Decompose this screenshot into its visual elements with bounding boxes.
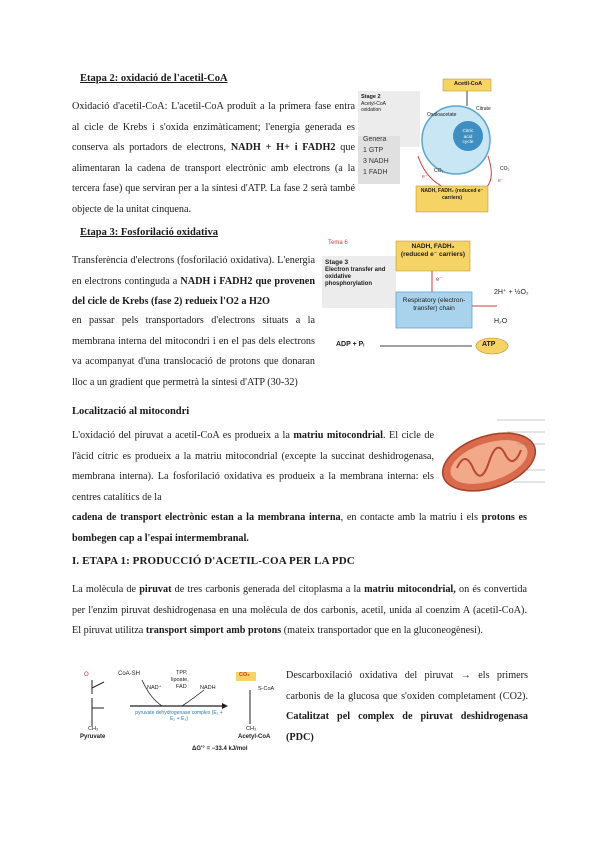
pdc-ch3-b: CH₃ bbox=[246, 726, 257, 732]
pdc-lipoate: lipoate, bbox=[171, 677, 189, 683]
s1-bold-3: transport simport amb protons bbox=[145, 625, 282, 636]
pdc-ch3-a: CH₃ bbox=[88, 726, 99, 732]
fig3-chain: Respiratory (electron-transfer) chain bbox=[402, 297, 466, 312]
reaction-arrowhead bbox=[222, 703, 228, 709]
localitzacio-paragraph-a bbox=[72, 426, 434, 508]
etapa2-bold: NADH + H+ i FADH2 bbox=[230, 142, 336, 153]
fig2-e-b: e⁻ bbox=[498, 178, 504, 184]
s1-bold-1: piruvat bbox=[139, 584, 172, 595]
fig3-adp: ADP + Pᵢ bbox=[336, 341, 365, 348]
pdc-co2: CO₂ bbox=[239, 672, 250, 678]
decarbox-text: Descarboxilació oxidativa del piruvat → els primers carbonis de la glucosa que s'oxiden completament (CO2). bbox=[286, 670, 528, 702]
fig2-citrate: Citrate bbox=[476, 106, 491, 112]
fig3-tema: Tema 6 bbox=[328, 240, 348, 246]
fig3-carriers: NADH, FADH₂ (reduced e⁻ carriers) bbox=[400, 243, 466, 258]
loc-text-1: L'oxidació del piruvat a acetil-CoA es produeix a la bbox=[72, 430, 294, 441]
pdc-pyruvate: Pyruvate bbox=[80, 734, 106, 740]
etapa3-bold: NADH i FADH2 que provenen del cicle de Krebs (fase 2) redueix l'O2 a H2O bbox=[72, 275, 315, 307]
pdc-scoa: S-CoA bbox=[258, 686, 275, 692]
etapa3-text-2: en passar pels transportadors d'electrons situats a la membrana interna del mitocondri i en el pas dels electrons va acompanyat d'una translocació de protons que donaran lloc a un gradient que permetrà la síntesi d'ATP (30-32) bbox=[72, 315, 315, 388]
etapa2-text-1: Oxidació d'acetil-CoA: L'acetil-CoA produït a la primera fase entra al cicle de Krebs i s'oxida enzimàticament; l'energia generada es conserva als portadors de electrons, bbox=[72, 101, 355, 153]
pdc-coa-sh: CoA-SH bbox=[118, 671, 141, 677]
etapa3-paragraph-b bbox=[72, 311, 315, 393]
section1-paragraph bbox=[72, 580, 527, 642]
fig2-fadh: 1 FADH bbox=[363, 169, 388, 176]
mitochondrion-figure bbox=[437, 410, 547, 506]
pdc-enzyme: pyruvate dehydrogenase complex (E₁ + E₂ + E₃) bbox=[135, 710, 223, 722]
fig2-stage-label: Stage 2 bbox=[361, 94, 381, 100]
loc-text-3: , en contacte amb la matriu i els bbox=[340, 512, 482, 523]
etapa2-paragraph bbox=[72, 97, 355, 220]
fig3-o2: 2H⁺ + ½O₂ bbox=[494, 289, 529, 296]
s1-text-1: La molècula de bbox=[72, 584, 140, 595]
section1-heading: I. ETAPA 1: PRODUCCIÓ D'ACETIL-COA PER LA PDC bbox=[72, 555, 355, 567]
pdc-dg: ΔG'° = −33.4 kJ/mol bbox=[192, 746, 248, 752]
nadh-curve bbox=[182, 690, 204, 706]
fig2-co2-a: CO₂ bbox=[434, 168, 444, 174]
fig2-stage-desc: Acetyl-CoA oxidation bbox=[361, 101, 386, 113]
loc-bold-3: protons es bombegen cap a l'espai intermembranal. bbox=[72, 512, 527, 544]
localitzacio-paragraph-b bbox=[72, 508, 527, 549]
figure-pdc bbox=[72, 668, 282, 758]
fig2-acetyl-label: Acetil-CoA bbox=[454, 81, 483, 87]
figure-stage2 bbox=[358, 76, 518, 214]
coa-curve bbox=[142, 680, 162, 706]
localitzacio-heading: Localització al mitocondri bbox=[72, 406, 190, 417]
decarbox-bold: Catalitzat pel complex de piruvat deshidrogenasa (PDC) bbox=[286, 711, 528, 743]
mitochondrion-graphic bbox=[437, 410, 547, 506]
fig2-oxaloacetate: Oxaloacetate bbox=[427, 112, 457, 118]
pdc-nadh: NADH bbox=[200, 685, 216, 691]
fig3-atp: ATP bbox=[482, 341, 496, 348]
decarbox-paragraph bbox=[286, 666, 528, 748]
fig2-gtp: 1 GTP bbox=[363, 147, 384, 154]
s1-text-4: (mateix transportador que en la gluconeogènesi). bbox=[281, 625, 483, 636]
loc-bold-1: matriu mitocondrial bbox=[293, 430, 383, 441]
pyr-bond-4 bbox=[92, 682, 104, 688]
s1-bold-2: matriu mitocondrial, bbox=[364, 584, 456, 595]
fig2-e-a: e⁻ bbox=[422, 174, 428, 180]
fig3-stage: Stage 3 bbox=[325, 259, 349, 266]
etapa2-text-2: que alimentaran la cadena de transport electrònic amb electrons (a la tercera fase) que serviran per a la síntesi d'ATP. La fase 2 serà també objecte de la unitat cinquena. bbox=[72, 142, 355, 215]
loc-text-2: . El cicle de l'àcid cítric es produeix a la matriu mitocondrial (excepte la succinat deshidrogenasa, membrana interna). La fosforilació oxidativa es produeix a la membrana interna: els centres catalítics de la bbox=[72, 430, 434, 503]
figure-stage3 bbox=[322, 240, 548, 358]
etapa3-text-1: Transferència d'electrons (fosforilació oxidativa). L'energia en electrons continguda a bbox=[72, 255, 315, 287]
s1-text-2: de tres carbonis generada del citoplasma a la bbox=[171, 584, 365, 595]
pdc-fad: FAD bbox=[176, 684, 187, 690]
fig2-co2-b: CO₂ bbox=[500, 166, 510, 172]
pyr-o-top: O bbox=[84, 672, 89, 678]
etapa3-paragraph-a bbox=[72, 251, 315, 313]
fig2-nadh: 3 NADH bbox=[363, 158, 389, 165]
fig3-stage-desc: Electron transfer and oxidative phosphorylation bbox=[325, 267, 386, 287]
loc-bold-2: cadena de transport electrònic estan a la membrana interna bbox=[72, 512, 341, 523]
etapa2-heading: Etapa 2: oxidació de l'acetil-CoA bbox=[80, 73, 228, 84]
etapa3-heading: Etapa 3: Fosforilació oxidativa bbox=[80, 227, 218, 238]
pdc-acetyl: Acetyl-CoA bbox=[238, 734, 271, 740]
s1-text-3: on és convertida per l'enzim piruvat deshidrogenasa en una molècula de dos carbonis, acetil, unida al coenzim A (acetil-CoA). El piruvat utilitza bbox=[72, 584, 527, 636]
fig3-h2o: H₂O bbox=[494, 318, 508, 325]
fig2-cycle-label: Citric acid cycle bbox=[462, 129, 474, 145]
pdc-tpp: TPP, bbox=[176, 670, 188, 676]
fig2-carriers: NADH, FADH₂ (reduced e⁻ carriers) bbox=[420, 188, 484, 201]
pdc-nad: NAD⁺ bbox=[147, 685, 162, 691]
fig2-genera: Genera bbox=[363, 136, 387, 143]
fig3-e: e⁻ bbox=[436, 277, 443, 283]
